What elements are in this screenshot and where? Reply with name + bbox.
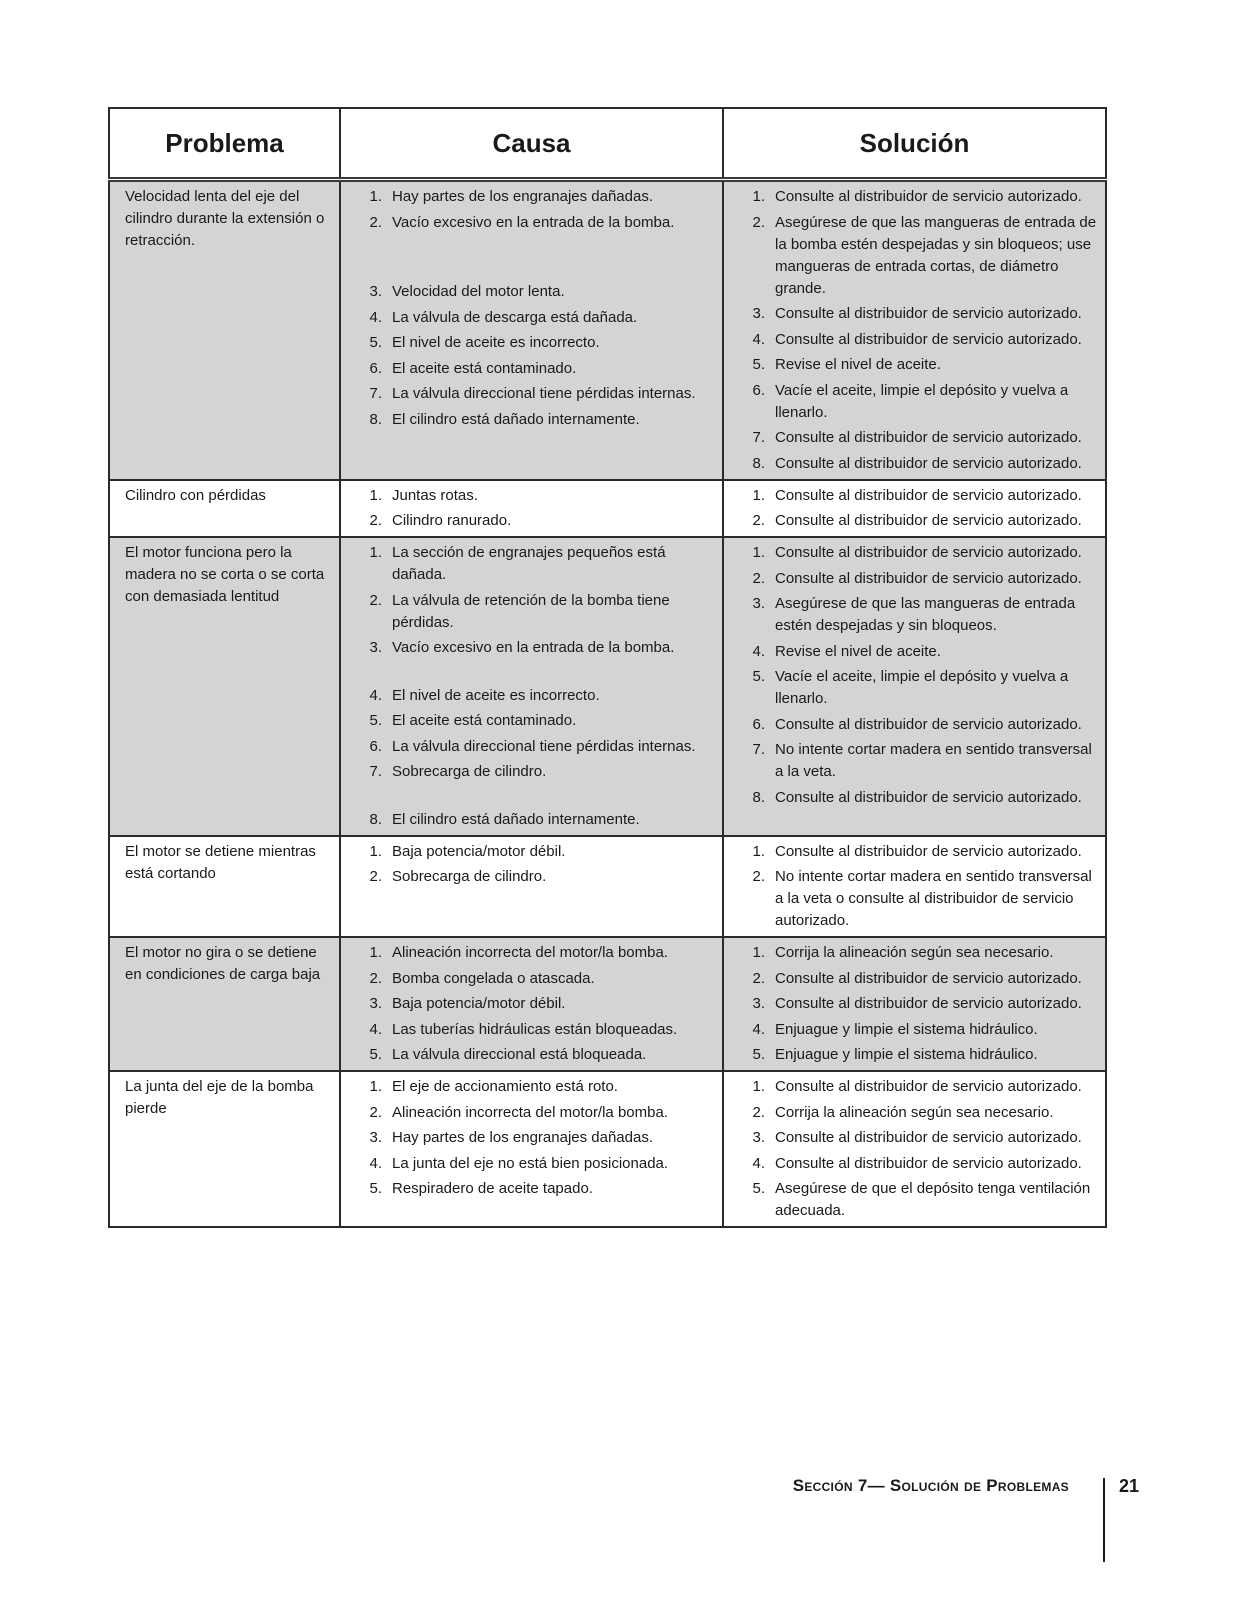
item-number: 3. [752, 595, 765, 612]
item-text: Respiradero de aceite tapado. [392, 1180, 593, 1197]
item-text: Revise el nivel de aceite. [775, 356, 941, 373]
list-item [341, 1019, 716, 1041]
item-number: 2. [369, 1103, 382, 1121]
list-item [341, 736, 716, 758]
item-number: 2. [752, 868, 765, 885]
item-number: 2. [752, 512, 765, 529]
item-number: 1. [752, 486, 765, 504]
cause-list [341, 485, 716, 533]
list-item [724, 542, 1099, 564]
list-item [341, 809, 716, 831]
item-text: Asegúrese de que las mangueras de entrada de la bomba estén despejadas y sin bloqueos; use mangueras de entrada cortas, de diámetro grande. [775, 213, 1097, 297]
item-text: El nivel de aceite es incorrecto. [392, 334, 600, 351]
item-number: 2. [369, 213, 382, 231]
cause-cell [340, 937, 723, 1071]
item-text: Vacío excesivo en la entrada de la bomba. [392, 639, 675, 656]
table-body [109, 180, 1106, 1228]
item-number: 8. [369, 810, 382, 828]
cause-list [341, 841, 716, 889]
list-item [724, 841, 1099, 863]
item-number: 6. [369, 359, 382, 377]
footer-divider [1103, 1478, 1105, 1562]
item-text: Consulte al distribuidor de servicio autorizado. [775, 429, 1082, 446]
list-item [341, 485, 716, 507]
cause-cell [340, 180, 723, 480]
item-text: La válvula direccional tiene pérdidas internas. [392, 737, 696, 755]
list-item [724, 354, 1099, 376]
item-number: 8. [752, 454, 765, 472]
item-number: 5. [369, 712, 382, 729]
item-number: 3. [369, 995, 382, 1012]
list-item [341, 866, 716, 888]
item-number: 7. [369, 385, 382, 402]
item-number: 5. [369, 1046, 382, 1063]
item-number: 1. [369, 544, 382, 561]
item-text: Velocidad del motor lenta. [392, 283, 565, 300]
list-item [724, 593, 1099, 637]
table-row [109, 836, 1106, 938]
problem-cell: Velocidad lenta del eje del cilindro durante la extensión o retracción. [109, 180, 340, 480]
list-item [341, 1044, 716, 1066]
list-item [724, 485, 1099, 507]
item-text: Alineación incorrecta del motor/la bomba. [392, 1103, 668, 1121]
list-item [341, 1102, 716, 1124]
item-text: Consulte al distribuidor de servicio autorizado. [775, 1154, 1082, 1172]
list-item [724, 380, 1099, 424]
list-item [341, 542, 716, 586]
list-item [724, 739, 1099, 783]
item-text: La válvula direccional tiene pérdidas internas. [392, 385, 696, 402]
item-text: Consulte al distribuidor de servicio autorizado. [775, 305, 1082, 322]
item-number: 5. [752, 668, 765, 685]
list-item [341, 212, 716, 234]
item-text: Consulte al distribuidor de servicio autorizado. [775, 544, 1082, 561]
item-number: 3. [752, 305, 765, 322]
solution-cell [723, 1071, 1106, 1227]
table-row [109, 537, 1106, 836]
item-text: La válvula de retención de la bomba tiene pérdidas. [392, 591, 670, 631]
list-item [724, 1102, 1099, 1124]
item-text: El eje de accionamiento está roto. [392, 1078, 618, 1095]
cause-cell [340, 480, 723, 538]
item-number: 1. [752, 944, 765, 961]
item-number: 5. [752, 356, 765, 373]
item-text: Juntas rotas. [392, 486, 478, 504]
item-number: 5. [369, 334, 382, 351]
table-row [109, 480, 1106, 538]
list-item [724, 212, 1099, 300]
cause-list [341, 1076, 716, 1200]
cause-list [341, 186, 716, 431]
solution-cell [723, 937, 1106, 1071]
list-item [341, 1076, 716, 1098]
item-text: Consulte al distribuidor de servicio autorizado. [775, 842, 1082, 860]
list-item [724, 866, 1099, 932]
item-text: Consulte al distribuidor de servicio autorizado. [775, 1078, 1082, 1095]
header-solucion: Solución [723, 108, 1106, 180]
item-number: 1. [369, 188, 382, 205]
item-number: 4. [369, 686, 382, 704]
list-item [724, 787, 1099, 809]
list-item [341, 841, 716, 863]
table-row [109, 937, 1106, 1071]
list-item [341, 332, 716, 354]
list-item [341, 186, 716, 208]
list-item [724, 1178, 1099, 1222]
item-text: Enjuague y limpie el sistema hidráulico. [775, 1046, 1038, 1063]
item-number: 3. [752, 995, 765, 1012]
list-item [724, 641, 1099, 663]
list-item [341, 383, 716, 405]
solution-list [724, 841, 1099, 933]
list-item [341, 942, 716, 964]
cause-cell [340, 836, 723, 938]
solution-cell [723, 537, 1106, 836]
item-number: 7. [369, 763, 382, 780]
item-text: Consulte al distribuidor de servicio autorizado. [775, 969, 1082, 987]
item-number: 4. [369, 1020, 382, 1038]
item-text: No intente cortar madera en sentido transversal a la veta. [775, 741, 1092, 780]
list-item [724, 186, 1099, 208]
item-text: Asegúrese de que las mangueras de entrada estén despejadas y sin bloqueos. [775, 595, 1076, 634]
item-number: 4. [752, 1154, 765, 1172]
problem-cell: La junta del eje de la bomba pierde [109, 1071, 340, 1227]
item-text: Vacío excesivo en la entrada de la bomba. [392, 213, 675, 231]
item-text: La junta del eje no está bien posicionada. [392, 1154, 669, 1172]
item-text: El aceite está contaminado. [392, 359, 577, 377]
item-number: 4. [369, 1154, 382, 1172]
item-number: 2. [369, 591, 382, 609]
solution-list [724, 485, 1099, 533]
item-text: La válvula direccional está bloqueada. [392, 1046, 647, 1063]
item-number: 5. [752, 1046, 765, 1063]
item-number: 6. [369, 737, 382, 755]
item-number: 1. [369, 1078, 382, 1095]
item-text: Consulte al distribuidor de servicio autorizado. [775, 995, 1082, 1012]
list-item [341, 307, 716, 329]
item-text: El aceite está contaminado. [392, 712, 577, 729]
item-number: 1. [752, 188, 765, 205]
list-item [341, 510, 716, 532]
item-text: Bomba congelada o atascada. [392, 969, 595, 987]
problem-cell: Cilindro con pérdidas [109, 480, 340, 538]
solution-cell [723, 480, 1106, 538]
cause-list [341, 942, 716, 1066]
list-item [724, 1127, 1099, 1149]
list-item [724, 510, 1099, 532]
item-text: Consulte al distribuidor de servicio autorizado. [775, 486, 1082, 504]
item-text: Asegúrese de que el depósito tenga ventilación adecuada. [775, 1180, 1091, 1219]
item-text: El nivel de aceite es incorrecto. [392, 686, 600, 704]
item-number: 5. [752, 1180, 765, 1197]
list-item [341, 993, 716, 1015]
item-text: Consulte al distribuidor de servicio autorizado. [775, 454, 1082, 472]
item-number: 3. [369, 1129, 382, 1146]
item-number: 4. [752, 330, 765, 348]
item-number: 1. [369, 486, 382, 504]
list-item [724, 942, 1099, 964]
solution-cell [723, 836, 1106, 938]
item-text: Vacíe el aceite, limpie el depósito y vuelva a llenarlo. [775, 668, 1069, 707]
item-number: 2. [752, 969, 765, 987]
item-number: 4. [752, 1020, 765, 1038]
item-text: Sobrecarga de cilindro. [392, 868, 547, 885]
item-text: Consulte al distribuidor de servicio autorizado. [775, 1129, 1082, 1146]
problem-cell: El motor funciona pero la madera no se corta o se corta con demasiada lentitud [109, 537, 340, 836]
item-number: 1. [752, 1078, 765, 1095]
item-text: Baja potencia/motor débil. [392, 842, 566, 860]
list-item [724, 1153, 1099, 1175]
item-text: Consulte al distribuidor de servicio autorizado. [775, 330, 1082, 348]
problem-cell: El motor se detiene mientras está cortando [109, 836, 340, 938]
solution-cell [723, 180, 1106, 480]
list-item [724, 453, 1099, 475]
item-text: Las tuberías hidráulicas están bloqueadas. [392, 1020, 678, 1038]
item-text: Consulte al distribuidor de servicio autorizado. [775, 788, 1082, 806]
cause-cell [340, 537, 723, 836]
list-item [341, 590, 716, 634]
item-text: Alineación incorrecta del motor/la bomba. [392, 944, 668, 961]
item-number: 1. [752, 842, 765, 860]
item-number: 3. [369, 639, 382, 656]
item-number: 1. [369, 842, 382, 860]
list-item [341, 1178, 716, 1200]
footer-section-title: Sección 7— Solución de Problemas [792, 1476, 1069, 1495]
list-item [724, 1076, 1099, 1098]
list-item [341, 1127, 716, 1149]
item-text: Revise el nivel de aceite. [775, 642, 941, 660]
solution-list [724, 942, 1099, 1066]
item-text: No intente cortar madera en sentido transversal a la veta o consulte al distribuidor de servicio autorizado. [775, 868, 1092, 929]
item-text: El cilindro está dañado internamente. [392, 810, 640, 828]
item-number: 6. [752, 381, 765, 399]
item-number: 1. [369, 944, 382, 961]
item-number: 2. [752, 213, 765, 231]
solution-list [724, 186, 1099, 475]
list-item [724, 568, 1099, 590]
troubleshooting-table [108, 107, 1107, 1228]
item-text: Consulte al distribuidor de servicio autorizado. [775, 512, 1082, 529]
solution-list [724, 1076, 1099, 1222]
list-item [341, 281, 716, 303]
table-row [109, 1071, 1106, 1227]
item-text: Corrija la alineación según sea necesario. [775, 1103, 1054, 1121]
item-text: Consulte al distribuidor de servicio autorizado. [775, 715, 1082, 733]
list-item [724, 427, 1099, 449]
list-item [724, 303, 1099, 325]
list-item [341, 761, 716, 783]
item-number: 3. [369, 283, 382, 300]
list-item [724, 666, 1099, 710]
item-text: Hay partes de los engranajes dañadas. [392, 1129, 654, 1146]
item-number: 2. [369, 512, 382, 529]
item-number: 5. [369, 1180, 382, 1197]
item-number: 6. [752, 715, 765, 733]
item-number: 1. [752, 544, 765, 561]
item-number: 7. [752, 741, 765, 758]
list-item [724, 714, 1099, 736]
item-number: 2. [752, 569, 765, 587]
list-item [724, 1044, 1099, 1066]
item-text: Baja potencia/motor débil. [392, 995, 566, 1012]
problem-cell: El motor no gira o se detiene en condiciones de carga baja [109, 937, 340, 1071]
item-number: 8. [369, 410, 382, 428]
page-number: 21 [1119, 1476, 1140, 1496]
list-item [341, 710, 716, 732]
list-item [724, 329, 1099, 351]
item-text: La válvula de descarga está dañada. [392, 308, 638, 326]
item-number: 8. [752, 788, 765, 806]
item-text: Corrija la alineación según sea necesario. [775, 944, 1054, 961]
item-number: 2. [752, 1103, 765, 1121]
list-item [341, 409, 716, 431]
item-number: 4. [369, 308, 382, 326]
cause-cell [340, 1071, 723, 1227]
list-item [724, 968, 1099, 990]
solution-list [724, 542, 1099, 809]
list-item [341, 358, 716, 380]
list-item [341, 1153, 716, 1175]
item-text: La sección de engranajes pequeños está dañada. [392, 544, 666, 583]
list-item [341, 968, 716, 990]
item-number: 7. [752, 429, 765, 446]
item-number: 3. [752, 1129, 765, 1146]
item-text: Cilindro ranurado. [392, 512, 512, 529]
item-text: El cilindro está dañado internamente. [392, 410, 640, 428]
item-number: 2. [369, 868, 382, 885]
cause-list [341, 542, 716, 831]
item-text: Vacíe el aceite, limpie el depósito y vuelva a llenarlo. [775, 381, 1069, 421]
list-item [724, 1019, 1099, 1041]
table-row [109, 180, 1106, 480]
item-number: 2. [369, 969, 382, 987]
item-number: 4. [752, 642, 765, 660]
item-text: Sobrecarga de cilindro. [392, 763, 547, 780]
list-item [724, 993, 1099, 1015]
header-problema: Problema [109, 108, 340, 180]
list-item [341, 637, 716, 659]
header-causa: Causa [340, 108, 723, 180]
item-text: Consulte al distribuidor de servicio autorizado. [775, 569, 1082, 587]
table-header-row [109, 108, 1106, 180]
item-text: Consulte al distribuidor de servicio autorizado. [775, 188, 1082, 205]
item-text: Hay partes de los engranajes dañadas. [392, 188, 654, 205]
list-item [341, 685, 716, 707]
item-text: Enjuague y limpie el sistema hidráulico. [775, 1020, 1038, 1038]
